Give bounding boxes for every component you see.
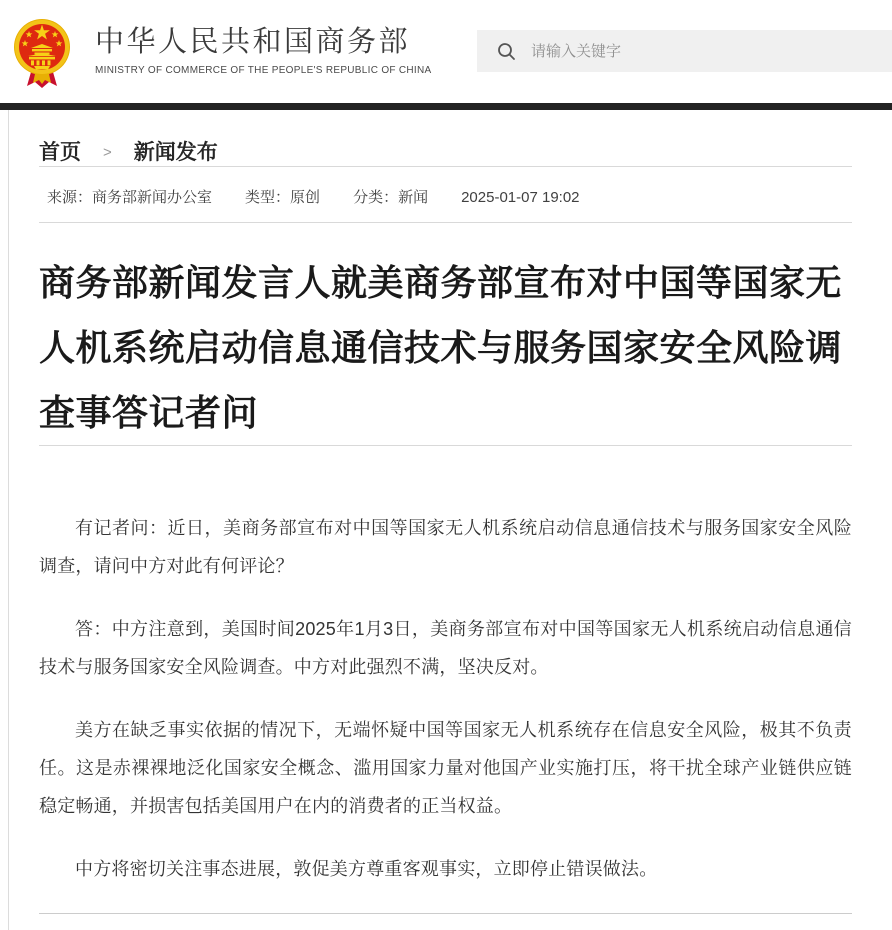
site-title: 中华人民共和国商务部 xyxy=(95,26,411,58)
meta-divider xyxy=(39,222,852,223)
article-title: 商务部新闻发言人就美商务部宣布对中国等国家无人机系统启动信息通信技术与服务国家安全风险调查事答记者问 xyxy=(39,262,843,433)
breadcrumb xyxy=(39,110,852,166)
meta-category-value: 新闻 xyxy=(398,189,429,206)
site-subtitle: MINISTRY OF COMMERCE OF THE PEOPLE'S REPUBLIC OF CHINA xyxy=(95,65,432,76)
meta-published-time: 2025-01-07 19:02 xyxy=(461,189,580,206)
national-emblem-icon xyxy=(13,14,71,89)
article-body xyxy=(39,509,852,888)
article-paragraph: 有记者问：近日，美商务部宣布对中国等国家无人机系统启动信息通信技术与服务国家安全风险调查，请问中方对此有何评论？ xyxy=(39,518,852,576)
site-title-block xyxy=(95,25,432,76)
article-meta xyxy=(39,167,852,222)
search-input[interactable] xyxy=(529,42,853,61)
title-divider xyxy=(39,445,852,446)
meta-category-label: 分类： xyxy=(353,189,399,206)
footer-divider xyxy=(39,913,852,914)
breadcrumb-home-link[interactable]: 首页 xyxy=(39,141,81,164)
meta-type-value: 原创 xyxy=(290,189,321,206)
meta-source-value: 商务部新闻办公室 xyxy=(92,189,213,206)
meta-type-label: 类型： xyxy=(245,189,291,206)
article-paragraph: 美方在缺乏事实依据的情况下，无端怀疑中国等国家无人机系统存在信息安全风险，极其不负责任。这是赤裸裸地泛化国家安全概念、滥用国家力量对他国产业实施打压，将干扰全球产业链供应链稳定畅通，并损害包括美国用户在内的消费者的正当权益。 xyxy=(39,720,852,816)
header-divider-bar xyxy=(0,103,892,110)
site-header xyxy=(0,0,892,103)
meta-source xyxy=(47,187,212,208)
content-panel xyxy=(8,110,892,930)
meta-source-label: 来源： xyxy=(47,189,93,206)
search-box xyxy=(477,30,892,72)
article-paragraph: 答：中方注意到，美国时间2025年1月3日，美商务部宣布对中国等国家无人机系统启动信息通信技术与服务国家安全风险调查。中方对此强烈不满，坚决反对。 xyxy=(39,619,852,677)
breadcrumb-separator: > xyxy=(103,144,112,161)
article-paragraph: 中方将密切关注事态进展，敦促美方尊重客观事实，立即停止错误做法。 xyxy=(75,859,658,879)
meta-type xyxy=(245,187,320,208)
search-icon xyxy=(497,42,516,61)
breadcrumb-current-link[interactable]: 新闻发布 xyxy=(133,141,218,164)
meta-category xyxy=(353,187,428,208)
